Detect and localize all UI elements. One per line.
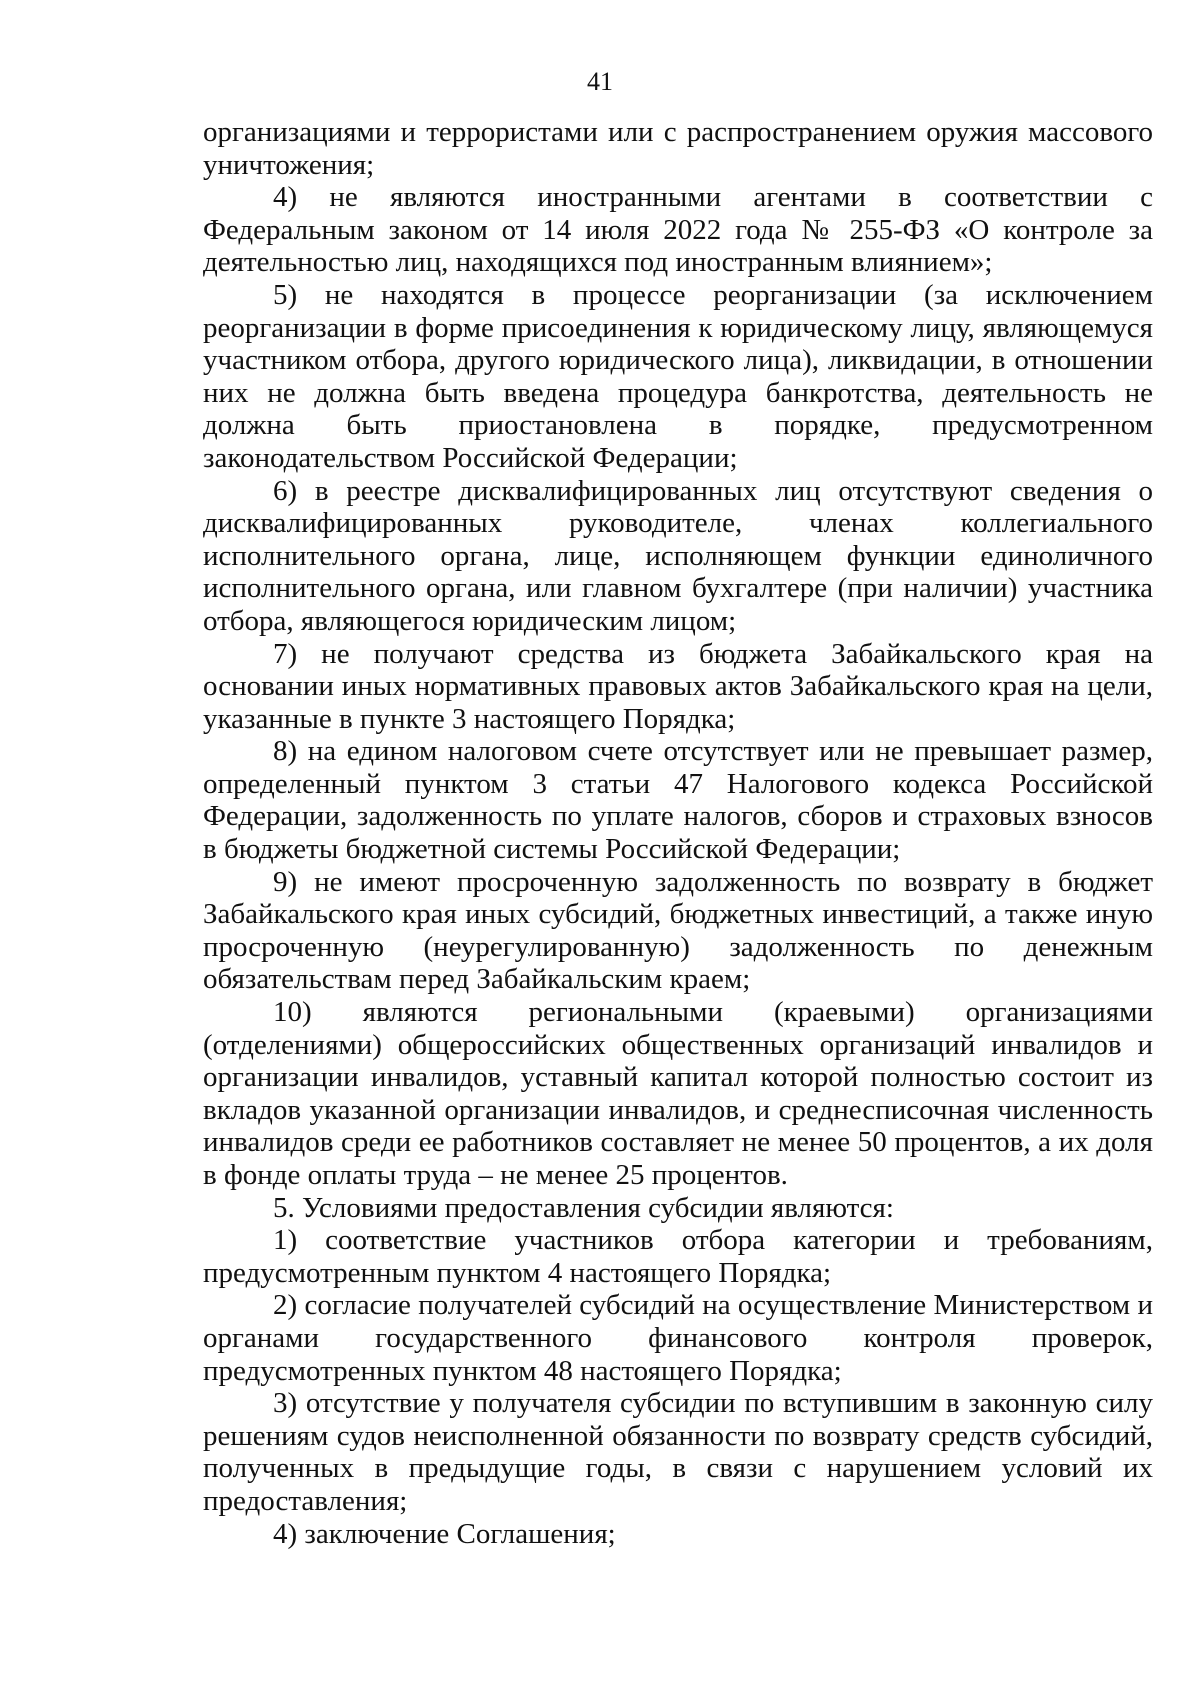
paragraph-condition-3: 3) отсутствие у получателя субсидии по вступившим в законную силу решениям судов неисполненной обязанности по возврату средств субсидий, полученных в предыдущие годы, в связи с нарушением условий их предоставления; (203, 1387, 1153, 1517)
paragraph-item-4-foreign-agents: 4) не являются иностранными агентами в соответствии с Федеральным законом от 14 июля 2022 года № 255-ФЗ «О контроле за деятельностью лиц, находящихся под иностранным влиянием»; (203, 181, 1153, 279)
paragraph-item-6-disqualified-persons: 6) в реестре дисквалифицированных лиц отсутствуют сведения о дисквалифицированных руководителе, членах коллегиального исполнительного органа, лице, исполняющем функции единоличного исполнительного органа, или главном бухгалтере (при наличии) участника отбора, являющегося юридическим лицом; (203, 474, 1153, 637)
paragraph-item-8-tax-account: 8) на едином налоговом счете отсутствует или не превышает размер, определенный пунктом 3 статьи 47 Налогового кодекса Российской Федерации, задолженность по уплате налогов, сборов и страховых взносов в бюджеты бюджетной системы Российской Федерации; (203, 735, 1153, 866)
paragraph-item-5-reorganization: 5) не находятся в процессе реорганизации (за исключением реорганизации в форме присоединения к юридическому лицу, являющемуся участником отбора, другого юридического лица), ликвидации, в отношении них не должна быть введена процедура банкротства, деятельность не должна быть приостановлена в порядке, предусмотренном законодательством Российской Федерации; (203, 278, 1153, 474)
paragraph-item-7-budget-funds: 7) не получают средства из бюджета Забайкальского края на основании иных нормативных правовых актов Забайкальского края на цели, указанные в пункте 3 настоящего Порядка; (203, 637, 1153, 735)
document-body (203, 116, 1153, 1550)
paragraph-item-10-disability-organizations: 10) являются региональными (краевыми) организациями (отделениями) общероссийских общественных организаций инвалидов и организации инвалидов, уставный капитал которой полностью состоит из вкладов указанной организации инвалидов, и среднесписочная численность инвалидов среди ее работников составляет не менее 50 процентов, а их доля в фонде оплаты труда – не менее 25 процентов. (203, 996, 1153, 1191)
paragraph-section-5-heading: 5. Условиями предоставления субсидии являются: (273, 1191, 894, 1224)
paragraph-condition-1: 1) соответствие участников отбора категории и требованиям, предусмотренным пунктом 4 настоящего Порядка; (203, 1224, 1153, 1289)
paragraph-condition-4: 4) заключение Соглашения; (273, 1517, 616, 1550)
paragraph-continuation: организациями и террористами или с распространением оружия массового уничтожения; (203, 116, 1153, 181)
paragraph-item-9-overdue-debt: 9) не имеют просроченную задолженность по возврату в бюджет Забайкальского края иных субсидий, бюджетных инвестиций, а также иную просроченную (неурегулированную) задолженность по денежным обязательствам перед Забайкальским краем; (203, 865, 1153, 996)
paragraph-condition-2: 2) согласие получателей субсидий на осуществление Министерством и органами государственного финансового контроля проверок, предусмотренных пунктом 48 настоящего Порядка; (203, 1289, 1153, 1387)
page-number: 41 (587, 67, 613, 96)
